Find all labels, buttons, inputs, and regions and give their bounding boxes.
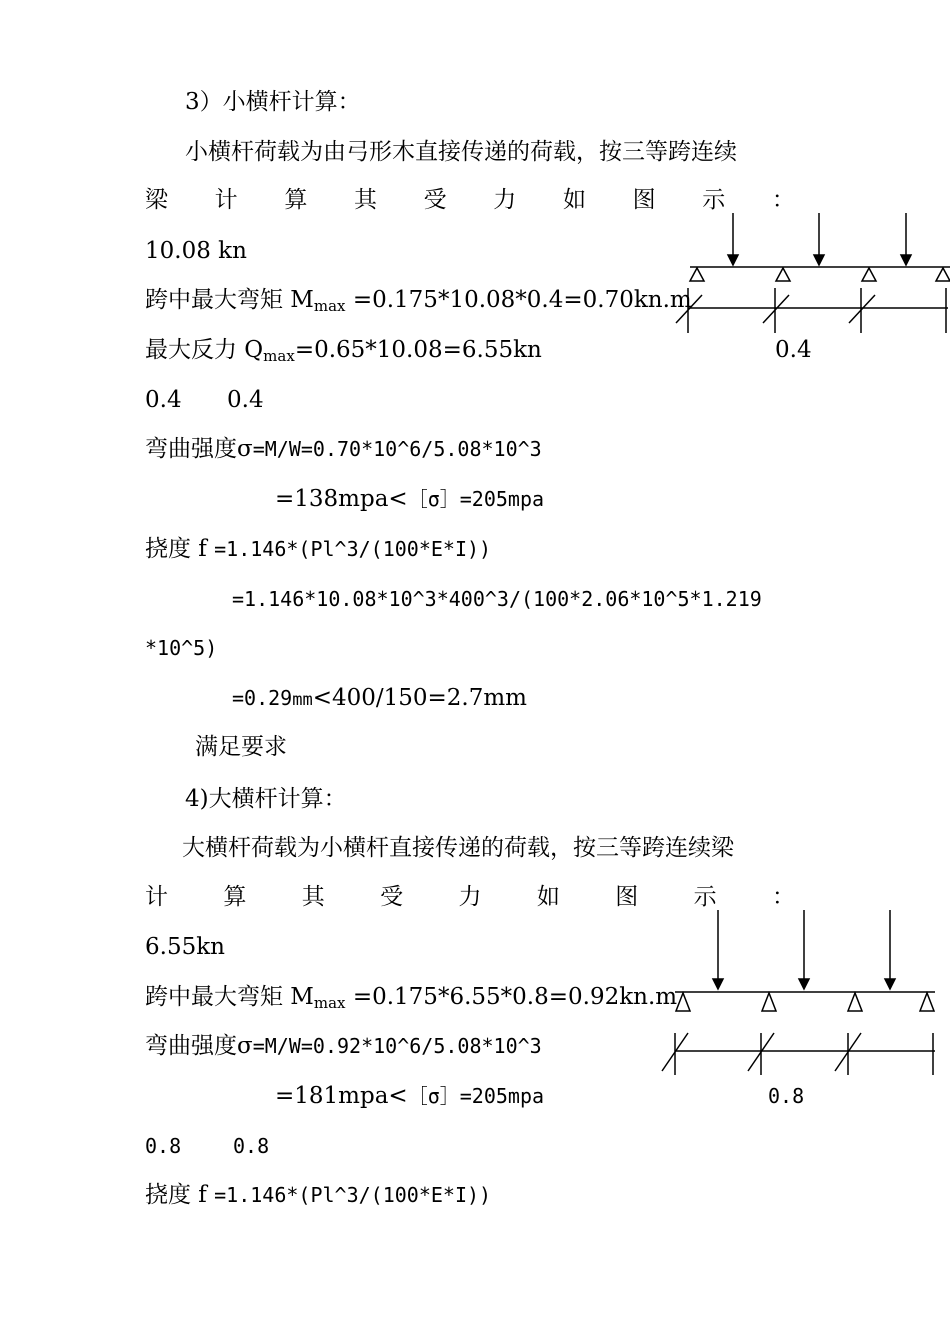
section4-heading: 4)大横杆计算：: [185, 786, 347, 812]
section3-reaction: [145, 336, 542, 370]
beam-diagram-large: [655, 905, 945, 1080]
moment-sub: max: [313, 297, 346, 315]
char: 图: [632, 187, 656, 213]
stress-formula: =M/W=0.70*10^6/5.08*10^3: [252, 437, 542, 461]
char: 受: [380, 884, 404, 910]
section4-span-label-mid: 0.8: [768, 1084, 805, 1108]
reaction-value: =0.65*10.08=6.55kn: [294, 337, 542, 363]
char: 计: [214, 187, 238, 213]
section3-intro: 小横杆荷载为由弓形木直接传递的荷载，按三等跨连续: [185, 139, 737, 165]
char: 如: [536, 884, 560, 910]
section3-stress: [145, 435, 542, 463]
stress-label: 弯曲强度σ: [145, 1033, 253, 1059]
section4-span-label-1: 0.8: [145, 1134, 182, 1158]
reaction-label: 最大反力 Q: [145, 337, 264, 363]
section3-span-label-mid: 0.4: [775, 337, 812, 363]
section3-span-label-1: 0.4: [145, 387, 182, 413]
moment-value: =0.175*6.55*0.8=0.92kn.m: [345, 984, 678, 1010]
section3-load: 10.08 kn: [145, 238, 247, 264]
section3-stress-result: [275, 485, 544, 513]
section3-heading: 3）小横杆计算：: [185, 89, 361, 115]
deflection-result-a: =0.29: [232, 686, 293, 710]
deflection-formula: =1.146*(Pl^3/(100*E*I)): [214, 537, 492, 561]
moment-label: 跨中最大弯矩 M: [145, 287, 314, 313]
char: 如: [562, 187, 586, 213]
beam-diagram-small: [670, 205, 950, 340]
deflection-formula: =1.146*(Pl^3/(100*E*I)): [214, 1183, 492, 1207]
deflection-label: 挠度 f: [145, 1182, 207, 1208]
char: 示: [702, 187, 726, 213]
moment-sub: max: [313, 994, 346, 1012]
section4-stress: [145, 1032, 542, 1060]
char: 梁: [145, 187, 168, 213]
section3-moment: [145, 286, 692, 320]
char: ：: [771, 187, 795, 213]
char: 算: [284, 187, 308, 213]
stress-result-b: ［σ］=205mpa: [407, 1084, 545, 1108]
char: ：: [772, 884, 795, 910]
stress-label: 弯曲强度σ: [145, 436, 253, 462]
stress-result-a: =181mpa<: [275, 1083, 408, 1109]
section3-deflection-calc: =1.146*10.08*10^3*400^3/(100*2.06*10^5*1.219: [232, 587, 762, 611]
section3-span-label-2: 0.4: [227, 387, 264, 413]
section4-intro: 大横杆荷载为小横杆直接传递的荷载，按三等跨连续梁: [182, 835, 734, 861]
char: 计: [145, 884, 168, 910]
char: 其: [353, 187, 377, 213]
char: 力: [458, 884, 482, 910]
deflection-label: 挠度 f: [145, 536, 207, 562]
section4-deflection: [145, 1181, 491, 1209]
stress-result-a: =138mpa<: [275, 486, 408, 512]
section3-deflection-calc2: *10^5): [145, 636, 218, 660]
char: 图: [615, 884, 639, 910]
section3-conclusion: 满足要求: [195, 734, 287, 760]
char: 受: [423, 187, 447, 213]
char: 其: [301, 884, 325, 910]
moment-value: =0.175*10.08*0.4=0.70kn.m: [345, 287, 692, 313]
section4-load: 6.55kn: [145, 934, 225, 960]
reaction-sub: max: [263, 347, 295, 365]
moment-label: 跨中最大弯矩 M: [145, 984, 314, 1010]
stress-formula: =M/W=0.92*10^6/5.08*10^3: [252, 1034, 542, 1058]
stress-result-b: ［σ］=205mpa: [407, 487, 545, 511]
section3-deflection: [145, 535, 491, 563]
char: 力: [493, 187, 517, 213]
deflection-result-b: mm: [292, 690, 313, 710]
char: 算: [223, 884, 247, 910]
section4-stress-result: [275, 1082, 544, 1110]
char: 示: [693, 884, 717, 910]
deflection-result-c: <400/150=2.7mm: [312, 685, 527, 711]
section3-deflection-result: [232, 684, 527, 714]
section4-moment: [145, 983, 677, 1017]
section4-span-label-2: 0.8: [233, 1134, 270, 1158]
